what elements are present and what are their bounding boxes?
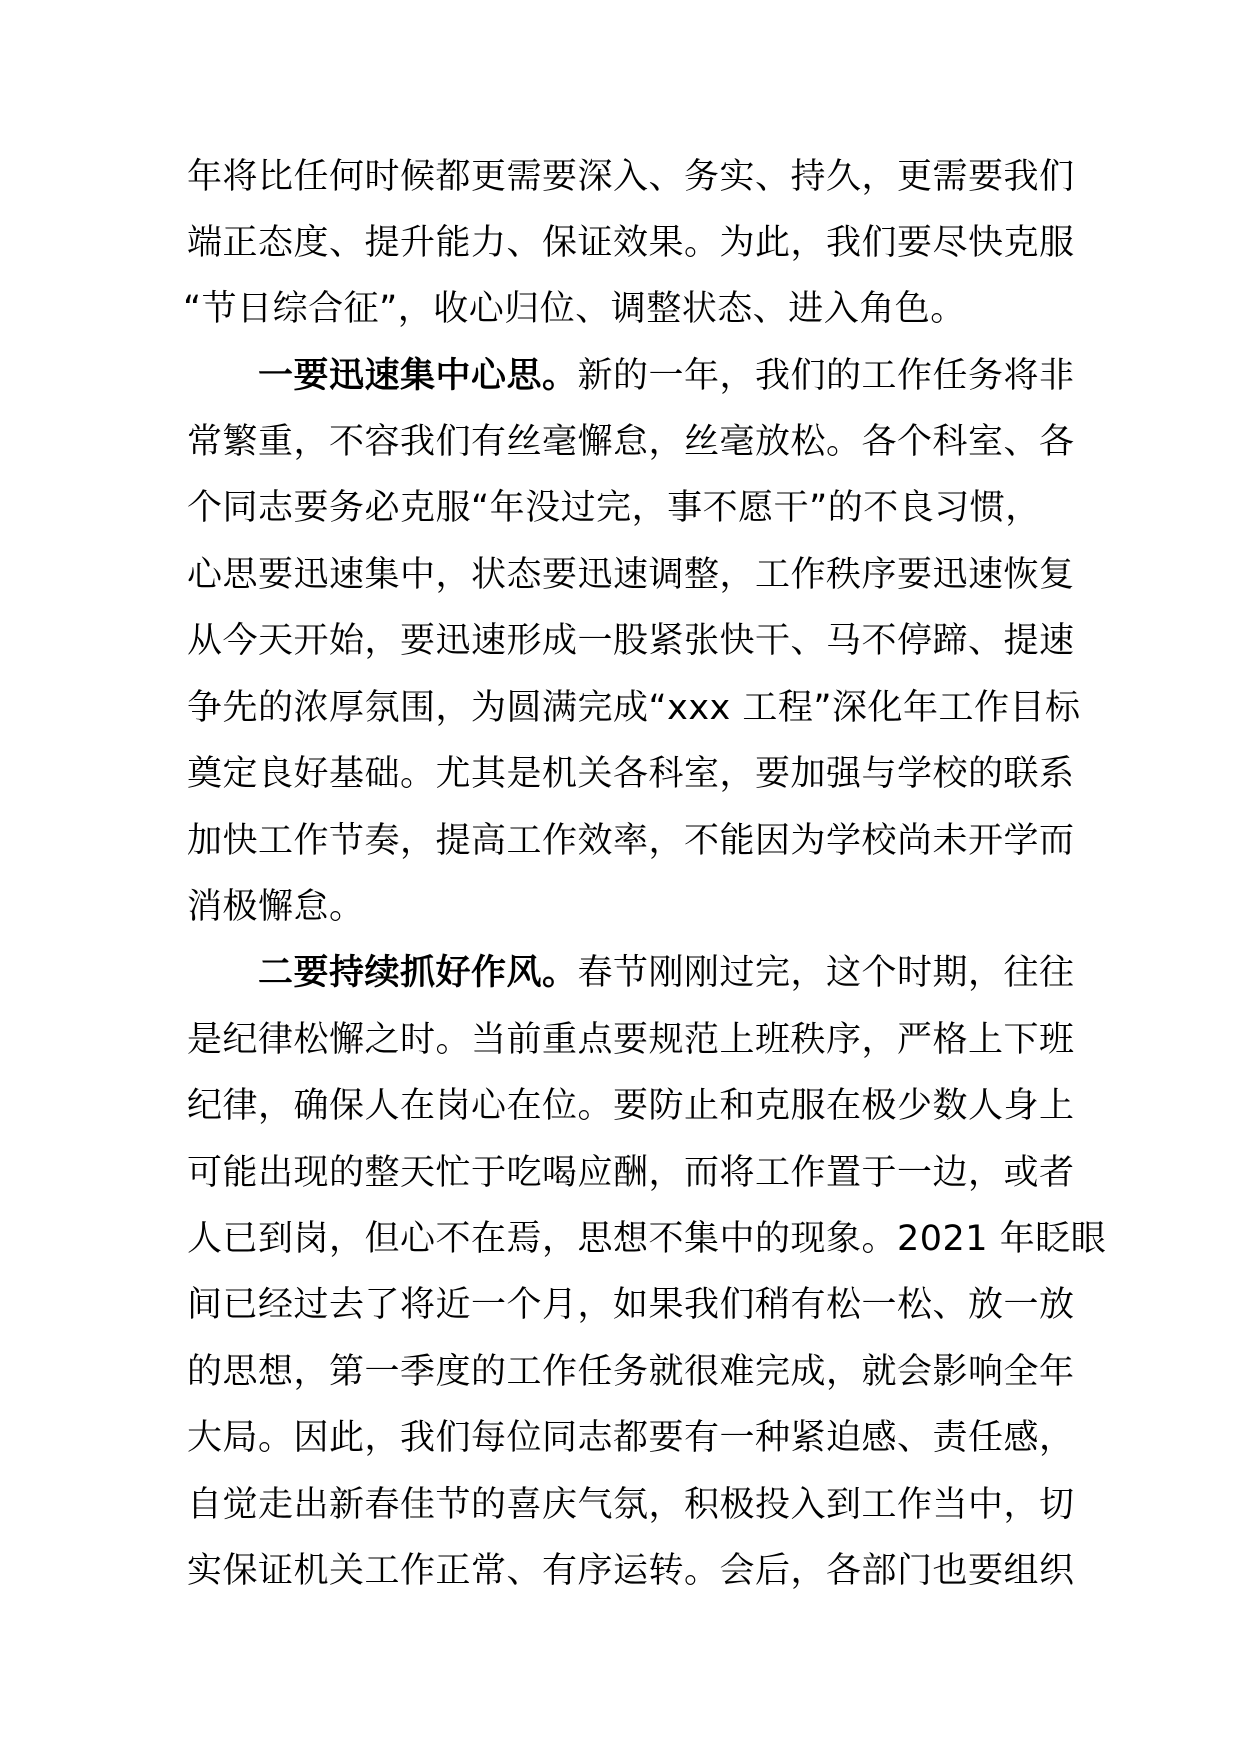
text-line: “节日综合征”，收心归位、调整状态、进入角色。 (183, 289, 966, 329)
text-line: 可能出现的整天忙于吃喝应酬，而将工作置于一边，或者 (187, 1153, 1075, 1193)
text-line: 奠定良好基础。尤其是机关各科室，要加强与学校的联系 (187, 754, 1075, 794)
text-line: 心思要迅速集中，状态要迅速调整，工作秩序要迅速恢复 (187, 555, 1075, 595)
paragraph-heading: 二要持续抓好作风。 (258, 953, 578, 993)
text-line: 个同志要务必克服“年没过完，事不愿干”的不良习惯， (187, 488, 1041, 528)
text-line: 加快工作节奏，提高工作效率，不能因为学校尚未开学而 (187, 821, 1075, 861)
text-line: 人已到岗，但心不在焉，思想不集中的现象。2021 年眨眼 (187, 1219, 1107, 1259)
text-line: 从今天开始，要迅速形成一股紧张快干、马不停蹄、提速 (187, 621, 1075, 661)
paragraph-1-first-line (258, 343, 1075, 409)
text-line: 自觉走出新春佳节的喜庆气氛，积极投入到工作当中，切 (187, 1485, 1075, 1525)
text-line: 实保证机关工作正常、有序运转。会后，各部门也要组织 (187, 1551, 1075, 1591)
text-line: 端正态度、提升能力、保证效果。为此，我们要尽快克服 (187, 223, 1075, 263)
paragraph-text: 新的一年，我们的工作任务将非 (577, 356, 1075, 396)
text-line: 是纪律松懈之时。当前重点要规范上班秩序，严格上下班 (187, 1020, 1075, 1060)
text-line: 常繁重，不容我们有丝毫懈怠，丝毫放松。各个科室、各 (187, 422, 1075, 462)
paragraph-text: 春节刚刚过完，这个时期，往往 (577, 953, 1075, 993)
text-line: 的思想，第一季度的工作任务就很难完成，就会影响全年 (187, 1352, 1075, 1392)
text-line: 间已经过去了将近一个月，如果我们稍有松一松、放一放 (187, 1285, 1075, 1325)
paragraph-heading: 一要迅速集中心思。 (258, 356, 578, 396)
text-line: 消极懈怠。 (187, 887, 365, 927)
paragraph-2-first-line (258, 940, 1075, 1006)
text-line: 纪律，确保人在岗心在位。要防止和克服在极少数人身上 (187, 1086, 1075, 1126)
text-line: 争先的浓厚氛围，为圆满完成“xxx 工程”深化年工作目标 (187, 688, 1081, 728)
text-line: 大局。因此，我们每位同志都要有一种紧迫感、责任感， (187, 1418, 1075, 1458)
text-line: 年将比任何时候都更需要深入、务实、持久，更需要我们 (187, 157, 1075, 197)
